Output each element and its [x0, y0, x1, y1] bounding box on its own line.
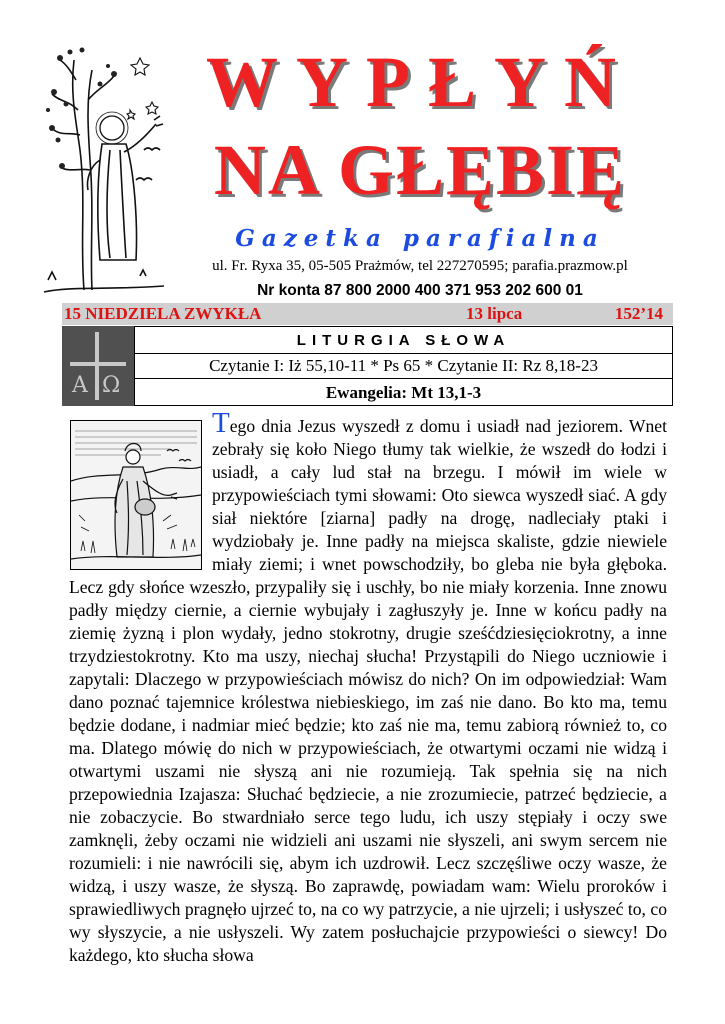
article-text: ego dnia Jezus wyszedł z domu i usiadł nad jeziorem. Wnet zebrały się koło Niego tłumy tak wielkie, że wszedł do łodzi i usiadł, a cały lud stał na brzegu. I mówił im wiele w przypowieściach tymi słowami: Oto siewca wyszedł siać. A gdy siał niektóre [ziarna] padły na drogę, nadleciały ptaki i wydziobały je. Inne padły na miejsca skaliste, gdzie niewiele miały ziemi; i wnet powschodziły, bo gleba nie była głęboka. Lecz gdy słońce wzeszło, przypaliły się i uschły, bo nie miały korzenia. Inne znowu padły między ciernie, a ciernie wybujały i zagłuszyły je. Inne w końcu padły na ziemię żyzną i plon wydały, jedno stokrotny, drugie sześćdziesięciokrotny, a inne trzydziestokrotny. Kto ma uszy, niechaj słucha! Przystąpili do Niego uczniowie i zapytali: Dlaczego w przypowieściach mówisz do nich? On im odpowiedział: Wam dano poznać tajemnice królestwa niebieskiego, im zaś nie dano. Bo kto ma, temu będzie dodane, i nadmiar mieć będzie; kto zaś nie ma, temu zabiorą również to, co ma. Dlatego mówię do nich w przypowieściach, że otwartymi oczami nie widzą i otwartymi uszami nie słyszą ani nie rozumieją. Tak spełnia się na nich przepowiednia Izajasza: Słuchać będziecie, a nie zrozumiecie, patrzeć będziecie, a nie zobaczycie. Bo stwardniało serce tego ludu, ich uszy stępiały i oczy swe zamknęli, żeby oczami nie widzieli ani uszami nie słyszeli, ani swym sercem nie rozumieli: i nie nawrócili się, abym ich uzdrowił. Lecz szczęśliwe oczy wasze, że widzą, i uszy wasze, że słyszą. Bo zaprawdę, powiadam wam: Wielu proroków i sprawiedliwych pragnęło ujrzeć to, na co wy patrzycie, a nie ujrzeli; i usłyszeć to, co wy słyszycie, a nie usłyszeli. Wy zatem posłuchajcie przypowieści o siewcy! Do każdego, kto słucha słowa: [69, 416, 667, 965]
svg-text:Ω: Ω: [102, 373, 121, 398]
bank-account: Nr konta 87 800 2000 400 371 953 202 600 01: [257, 282, 583, 299]
article-dropcap: T: [212, 407, 230, 439]
parish-address: ul. Fr. Ryxa 35, 05-505 Prażmów, tel 227270595; parafia.prazmow.pl: [212, 258, 628, 274]
issue-date: 13 lipca: [466, 304, 523, 323]
issue-number: 152’14: [614, 304, 663, 323]
liturgy-table: [62, 326, 673, 406]
masthead-title-line1: WYPŁYŃ: [206, 42, 634, 122]
liturgy-gospel: Ewangelia: Mt 13,1-3: [134, 378, 673, 406]
sunday-name: 15 NIEDZIELA ZWYKŁA: [64, 304, 262, 323]
saint-tree-illustration: [40, 40, 168, 298]
alpha-omega-cross-icon: [62, 326, 134, 406]
liturgy-readings: Czytanie I: Iż 55,10-11 * Ps 65 * Czytanie II: Rz 8,18-23: [134, 353, 673, 378]
issue-bar: [62, 303, 673, 325]
masthead-subtitle: Gazetka parafialna: [235, 225, 605, 252]
gospel-article: [69, 407, 667, 967]
svg-text:Α: Α: [72, 373, 88, 398]
masthead-title-line2: NA GŁĘBIĘ: [213, 130, 627, 210]
liturgy-heading: LITURGIA SŁOWA: [134, 326, 673, 353]
